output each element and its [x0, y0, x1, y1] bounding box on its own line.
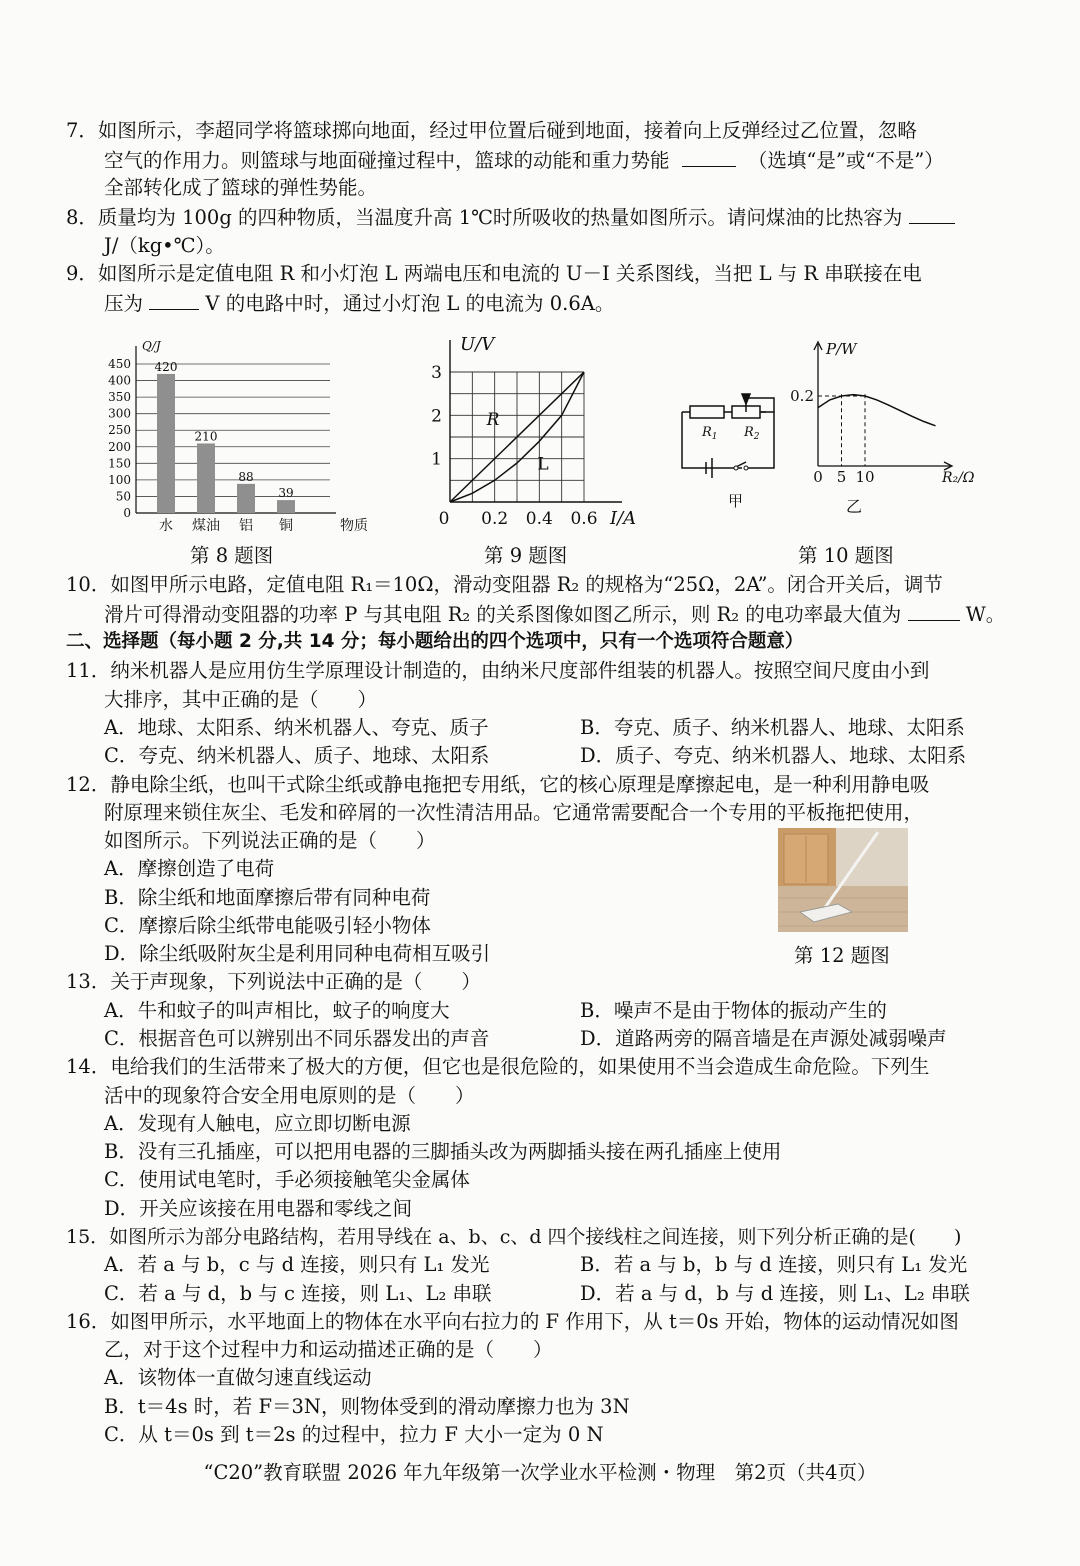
q7-line1: 7．如图所示，李超同学将篮球掷向地面，经过甲位置后碰到地面，接着向上反弹经过乙位置，忽略: [66, 119, 917, 142]
q9-line1: 9．如图所示是定值电阻 R 和小灯泡 L 两端电压和电流的 U－I 关系图线，当把 L 与 R 串联接在电: [66, 262, 922, 285]
q10-line2: [104, 600, 1005, 629]
fig8-data-label: 420: [154, 359, 178, 374]
q15-option-c[interactable]: C．若 a 与 d，b 与 c 连接，则 L₁、L₂ 串联: [104, 1282, 492, 1305]
fig8-y-tick: 300: [108, 406, 131, 421]
fig10-x-tick: 5: [836, 468, 847, 486]
fig9-series-label-L: L: [537, 454, 549, 475]
q11-stem-line1: 11．纳米机器人是应用仿生学原理设计制造的，由纳米尺度部件组装的机器人。按照空间尺度由小到: [66, 659, 930, 682]
fig8-y-tick: 250: [108, 423, 131, 438]
q13-option-a[interactable]: A．牛和蚊子的叫声相比，蚊子的响度大: [104, 999, 450, 1022]
section2-heading: 二、选择题（每小题 2 分,共 14 分；每小题给出的四个选项中，只有一个选项符合题意）: [66, 631, 804, 652]
q12-option-a[interactable]: A．摩擦创造了电荷: [104, 857, 275, 880]
q13-option-c[interactable]: C．根据音色可以辨别出不同乐器发出的声音: [104, 1027, 490, 1050]
fig10-power-chart: [790, 336, 990, 516]
q12-mop-photo: [778, 828, 908, 932]
q12-stem-line1: 12．静电除尘纸，也叫干式除尘纸或静电拖把专用纸，它的核心原理是摩擦起电，是一种利用静电吸: [66, 773, 930, 796]
q9-line2-tail: V 的电路中时，通过小灯泡 L 的电流为 0.6A。: [205, 292, 615, 315]
q8-line1: [66, 203, 955, 232]
q7-answer-blank[interactable]: [682, 146, 736, 167]
q10-line2-tail: W。: [965, 603, 1006, 626]
page-footer: “C20”教育联盟 2026 年九年级第一次学业水平检测・物理 第2页（共4页）: [203, 1461, 877, 1484]
q11-stem-line2: 大排序，其中正确的是（ ）: [104, 688, 378, 711]
q12-stem-line3: 如图所示。下列说法正确的是（ ）: [104, 829, 436, 852]
q15-option-b[interactable]: B．若 a 与 b，b 与 d 连接，则只有 L₁ 发光: [580, 1253, 968, 1276]
q15-option-a[interactable]: A．若 a 与 b，c 与 d 连接，则只有 L₁ 发光: [104, 1253, 490, 1276]
fig8-y-tick: 400: [108, 373, 131, 388]
fig9-y-tick: 3: [431, 363, 442, 383]
q7-line3: 全部转化成了篮球的弹性势能。: [104, 176, 378, 199]
fig8-bar: [277, 500, 295, 513]
fig8-bar: [157, 374, 175, 513]
q9-line2: [104, 289, 614, 318]
q12-option-d[interactable]: D．除尘纸吸附灰尘是利用同种电荷相互吸引: [104, 942, 491, 965]
q16-stem-line1: 16．如图甲所示，水平地面上的物体在水平向右拉力的 F 作用下，从 t＝0s 开始，物体的运动情况如图: [66, 1310, 959, 1333]
fig9-x-label: I/A: [610, 508, 637, 529]
fig8-caption: 第 8 题图: [190, 544, 274, 567]
q7-line2-text: 空气的作用力。则篮球与地面碰撞过程中，篮球的动能和重力势能: [104, 149, 670, 172]
fig8-category-label: 水: [159, 518, 173, 534]
q16-option-a[interactable]: A．该物体一直做匀速直线运动: [104, 1366, 372, 1389]
q14-option-c[interactable]: C．使用试电笔时，手必须接触笔尖金属体: [104, 1168, 470, 1191]
fig9-y-label: U/V: [460, 334, 495, 355]
circuit-r1-label: $R_1$: [702, 425, 718, 442]
fig9-y-tick: 2: [431, 406, 442, 427]
q7-line2: [104, 146, 944, 175]
q11-option-d[interactable]: D．质子、夸克、纳米机器人、地球、太阳系: [580, 744, 967, 767]
q14-stem-line1: 14．电给我们的生活带来了极大的方便，但它也是很危险的，如果使用不当会造成生命危险。下列生: [66, 1055, 930, 1078]
q10-answer-blank[interactable]: [908, 600, 960, 621]
q12-stem-line2: 附原理来锁住灰尘、毛发和碎屑的一次性清洁用品。它通常需要配合一个专用的平板拖把使用，: [104, 801, 924, 824]
q14-option-d[interactable]: D．开关应该接在用电器和零线之间: [104, 1197, 413, 1220]
fig10-y-tick: 0.2: [790, 387, 814, 405]
fig8-y-tick: 100: [108, 472, 131, 487]
fig10-circuit-diagram: [676, 390, 786, 520]
circuit-r2-label: $R_2$: [744, 425, 760, 442]
fig10-x-tick: 0: [813, 468, 823, 486]
q8-line2: J/（kg•℃）。: [104, 234, 225, 257]
fig8-y-label: Q/J: [142, 339, 161, 353]
fig9-series-label-R: R: [486, 410, 500, 430]
fig9-x-tick: 0.2: [481, 509, 509, 529]
fig10-x-tick: 10: [855, 468, 875, 486]
fig10-y-label: P/W: [826, 340, 857, 358]
fig8-y-tick: 350: [108, 390, 131, 405]
fig8-bar: [237, 484, 255, 513]
q14-stem-line2: 活中的现象符合安全用电原则的是（ ）: [104, 1084, 475, 1107]
fig8-data-label: 88: [238, 469, 254, 484]
q12-option-c[interactable]: C．摩擦后除尘纸带电能吸引轻小物体: [104, 914, 431, 937]
fig10-x-label: R₂/Ω: [942, 470, 975, 486]
fig8-bar: [197, 443, 215, 513]
q15-stem: 15．如图所示为部分电路结构，若用导线在 a、b、c、d 四个接线柱之间连接，则下列分析正确的是( ): [66, 1226, 962, 1248]
fig8-y-tick: 50: [115, 489, 131, 504]
fig8-y-tick: 200: [108, 439, 131, 454]
q15-option-d[interactable]: D．若 a 与 d，b 与 d 连接，则 L₁、L₂ 串联: [580, 1282, 970, 1305]
fig8-data-label: 210: [194, 429, 218, 444]
fig8-category-label: 铜: [279, 518, 293, 534]
fig8-y-tick: 150: [108, 456, 131, 471]
fig9-y-tick: 1: [431, 449, 442, 470]
fig10-sub-label: 乙: [845, 497, 863, 516]
q10-line2-text: 滑片可得滑动变阻器的功率 P 与其电阻 R₂ 的关系图像如图乙所示，则 R₂ 的电功率最大值为: [104, 603, 902, 626]
fig10-caption: 第 10 题图: [798, 544, 894, 567]
q14-option-a[interactable]: A．发现有人触电，应立即切断电源: [104, 1112, 411, 1135]
fig8-y-tick: 0: [123, 506, 131, 520]
q11-option-a[interactable]: A．地球、太阳系、纳米机器人、夸克、质子: [104, 716, 489, 739]
fig9-caption: 第 9 题图: [484, 544, 568, 567]
q14-option-b[interactable]: B．没有三孔插座，可以把用电器的三脚插头改为两脚插头接在两孔插座上使用: [104, 1140, 782, 1163]
q16-option-c[interactable]: C．从 t＝0s 到 t＝2s 的过程中，拉力 F 大小一定为 0 N: [104, 1423, 604, 1446]
q9-line2-text: 压为: [104, 292, 144, 315]
q12-option-b[interactable]: B．除尘纸和地面摩擦后带有同种电荷: [104, 886, 431, 909]
q16-option-b[interactable]: B．t＝4s 时，若 F＝3N，则物体受到的滑动摩擦力也为 3N: [104, 1395, 630, 1418]
q7-line2-tail: （选填“是”或“不是”）: [747, 149, 944, 172]
q8-line1-text: 8．质量均为 100g 的四种物质，当温度升高 1℃时所吸收的热量如图所示。请问煤油的比热容为: [66, 206, 903, 229]
q8-answer-blank[interactable]: [909, 203, 955, 224]
fig8-y-tick: 450: [108, 357, 131, 371]
q10-line1: 10．如图甲所示电路，定值电阻 R₁＝10Ω，滑动变阻器 R₂ 的规格为“25Ω，2A”。闭合开关后，调节: [66, 573, 943, 596]
q9-answer-blank[interactable]: [149, 289, 199, 310]
fig9-x-tick: 0.6: [570, 509, 598, 529]
fig9-origin-label: 0: [438, 509, 450, 529]
fig9-ui-chart: [424, 330, 664, 535]
fig8-category-label: 铝: [239, 518, 253, 534]
q11-option-c[interactable]: C．夸克、纳米机器人、质子、地球、太阳系: [104, 744, 490, 767]
q13-option-b[interactable]: B．噪声不是由于物体的振动产生的: [580, 999, 887, 1022]
q13-stem: 13．关于声现象，下列说法中正确的是（ ）: [66, 970, 481, 993]
fig10-power-curve: [818, 395, 936, 426]
fig8-category-label: 煤油: [192, 518, 220, 534]
fig8-bar-chart: [98, 336, 378, 536]
fig8-data-label: 39: [278, 486, 294, 501]
q16-stem-line2: 乙，对于这个过程中力和运动描述正确的是（ ）: [104, 1338, 553, 1361]
q11-option-b[interactable]: B．夸克、质子、纳米机器人、地球、太阳系: [580, 716, 965, 739]
circuit-jia-label: 甲: [728, 492, 744, 510]
fig8-x-label: 物质: [340, 518, 368, 534]
q13-option-d[interactable]: D．道路两旁的隔音墙是在声源处减弱噪声: [580, 1027, 947, 1050]
q12-figure-caption: 第 12 题图: [794, 944, 890, 967]
fig9-x-tick: 0.4: [525, 509, 553, 529]
